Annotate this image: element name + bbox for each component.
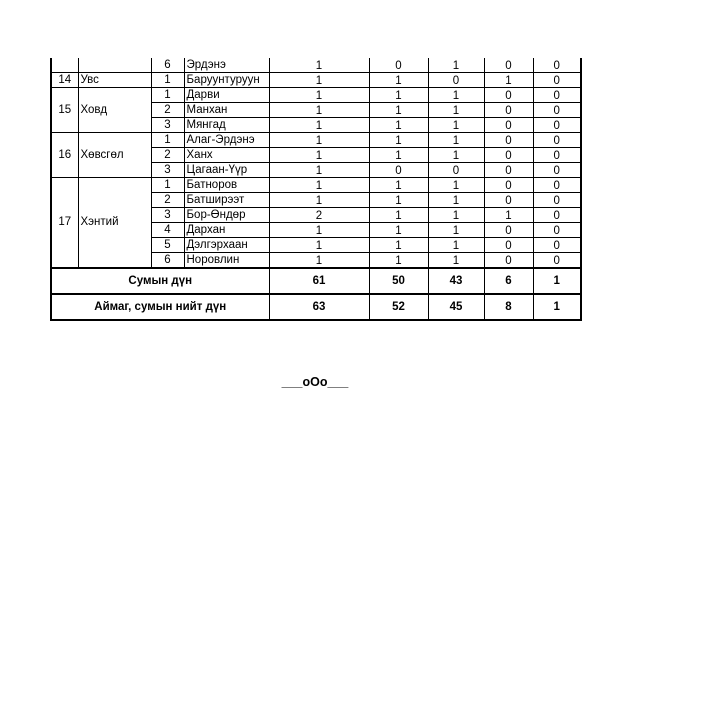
value-cell: 0 [369, 163, 428, 178]
value-cell: 0 [533, 238, 581, 253]
value-cell: 0 [533, 253, 581, 269]
value-cell: 1 [369, 208, 428, 223]
soum-name: Эрдэнэ [184, 58, 269, 73]
value-cell: 1 [369, 223, 428, 238]
value-cell: 0 [533, 148, 581, 163]
value-cell: 1 [269, 253, 369, 269]
soum-name: Ханх [184, 148, 269, 163]
soum-name: Алаг-Эрдэнэ [184, 133, 269, 148]
soum-number: 1 [151, 88, 184, 103]
total-row [51, 268, 581, 294]
value-cell: 1 [369, 253, 428, 269]
value-cell: 0 [533, 223, 581, 238]
value-cell: 1 [428, 103, 484, 118]
soum-name: Бор-Өндөр [184, 208, 269, 223]
province-name: Хэнтий [78, 178, 151, 269]
value-cell: 1 [369, 118, 428, 133]
soum-name: Дархан [184, 223, 269, 238]
value-cell: 1 [428, 133, 484, 148]
value-cell: 1 [428, 148, 484, 163]
value-cell: 0 [533, 88, 581, 103]
table-row [51, 88, 581, 103]
province-name: Хөвсгөл [78, 133, 151, 178]
soum-number: 2 [151, 148, 184, 163]
value-cell: 0 [428, 163, 484, 178]
table-row [51, 133, 581, 148]
value-cell: 1 [269, 58, 369, 73]
total-value: 63 [269, 294, 369, 320]
value-cell: 0 [484, 223, 533, 238]
soum-number: 3 [151, 163, 184, 178]
soum-name: Цагаан-Үүр [184, 163, 269, 178]
value-cell: 0 [533, 178, 581, 193]
total-label: Сумын дүн [51, 268, 269, 294]
value-cell: 0 [533, 73, 581, 88]
value-cell: 1 [269, 73, 369, 88]
value-cell: 1 [428, 88, 484, 103]
soum-name: Манхан [184, 103, 269, 118]
province-number [51, 58, 78, 73]
soum-number: 1 [151, 178, 184, 193]
province-name: Увс [78, 73, 151, 88]
value-cell: 1 [269, 178, 369, 193]
value-cell: 1 [369, 88, 428, 103]
value-cell: 0 [484, 58, 533, 73]
value-cell: 1 [369, 238, 428, 253]
total-value: 52 [369, 294, 428, 320]
value-cell: 0 [484, 88, 533, 103]
value-cell: 0 [533, 208, 581, 223]
value-cell: 1 [369, 178, 428, 193]
value-cell: 0 [484, 178, 533, 193]
value-cell: 0 [484, 118, 533, 133]
soum-name: Дарви [184, 88, 269, 103]
soum-name: Батноров [184, 178, 269, 193]
value-cell: 1 [369, 193, 428, 208]
value-cell: 0 [533, 118, 581, 133]
value-cell: 0 [533, 103, 581, 118]
value-cell: 1 [269, 148, 369, 163]
value-cell: 1 [428, 118, 484, 133]
value-cell: 2 [269, 208, 369, 223]
table-body [51, 58, 581, 320]
value-cell: 1 [269, 118, 369, 133]
soum-number: 6 [151, 253, 184, 269]
value-cell: 1 [428, 253, 484, 269]
value-cell: 1 [369, 103, 428, 118]
total-row [51, 294, 581, 320]
value-cell: 0 [533, 58, 581, 73]
province-number: 17 [51, 178, 78, 269]
soum-number: 2 [151, 193, 184, 208]
province-number: 16 [51, 133, 78, 178]
value-cell: 0 [533, 193, 581, 208]
value-cell: 0 [428, 73, 484, 88]
soum-name: Норовлин [184, 253, 269, 269]
province-number: 14 [51, 73, 78, 88]
soum-number: 1 [151, 73, 184, 88]
total-value: 1 [533, 268, 581, 294]
soum-name: Дэлгэрхаан [184, 238, 269, 253]
value-cell: 0 [484, 193, 533, 208]
table-row [51, 73, 581, 88]
total-value: 8 [484, 294, 533, 320]
value-cell: 1 [428, 193, 484, 208]
province-name: Ховд [78, 88, 151, 133]
value-cell: 0 [484, 163, 533, 178]
soum-name: Баруунтуруун [184, 73, 269, 88]
value-cell: 1 [428, 223, 484, 238]
value-cell: 1 [269, 103, 369, 118]
total-value: 6 [484, 268, 533, 294]
value-cell: 1 [428, 238, 484, 253]
value-cell: 1 [369, 73, 428, 88]
value-cell: 1 [484, 73, 533, 88]
soum-statistics-table [50, 58, 582, 321]
total-value: 50 [369, 268, 428, 294]
value-cell: 1 [484, 208, 533, 223]
value-cell: 0 [484, 133, 533, 148]
value-cell: 1 [428, 58, 484, 73]
closing-mark: ___oOo___ [281, 375, 349, 389]
value-cell: 1 [269, 223, 369, 238]
value-cell: 1 [269, 193, 369, 208]
table-row [51, 58, 581, 73]
province-name [78, 58, 151, 73]
value-cell: 0 [533, 133, 581, 148]
soum-number: 6 [151, 58, 184, 73]
value-cell: 1 [269, 163, 369, 178]
value-cell: 0 [484, 103, 533, 118]
value-cell: 1 [269, 238, 369, 253]
soum-name: Мянгад [184, 118, 269, 133]
total-label: Аймаг, сумын нийт дүн [51, 294, 269, 320]
total-value: 43 [428, 268, 484, 294]
value-cell: 0 [369, 58, 428, 73]
value-cell: 1 [369, 148, 428, 163]
value-cell: 1 [269, 133, 369, 148]
value-cell: 0 [484, 148, 533, 163]
total-value: 1 [533, 294, 581, 320]
total-value: 45 [428, 294, 484, 320]
value-cell: 0 [484, 253, 533, 269]
table-row [51, 178, 581, 193]
value-cell: 1 [269, 88, 369, 103]
total-value: 61 [269, 268, 369, 294]
province-number: 15 [51, 88, 78, 133]
value-cell: 1 [428, 208, 484, 223]
soum-number: 2 [151, 103, 184, 118]
value-cell: 0 [484, 238, 533, 253]
soum-name: Батширээт [184, 193, 269, 208]
soum-number: 3 [151, 118, 184, 133]
value-cell: 1 [428, 178, 484, 193]
soum-number: 3 [151, 208, 184, 223]
soum-number: 1 [151, 133, 184, 148]
soum-number: 4 [151, 223, 184, 238]
value-cell: 1 [369, 133, 428, 148]
soum-number: 5 [151, 238, 184, 253]
value-cell: 0 [533, 163, 581, 178]
